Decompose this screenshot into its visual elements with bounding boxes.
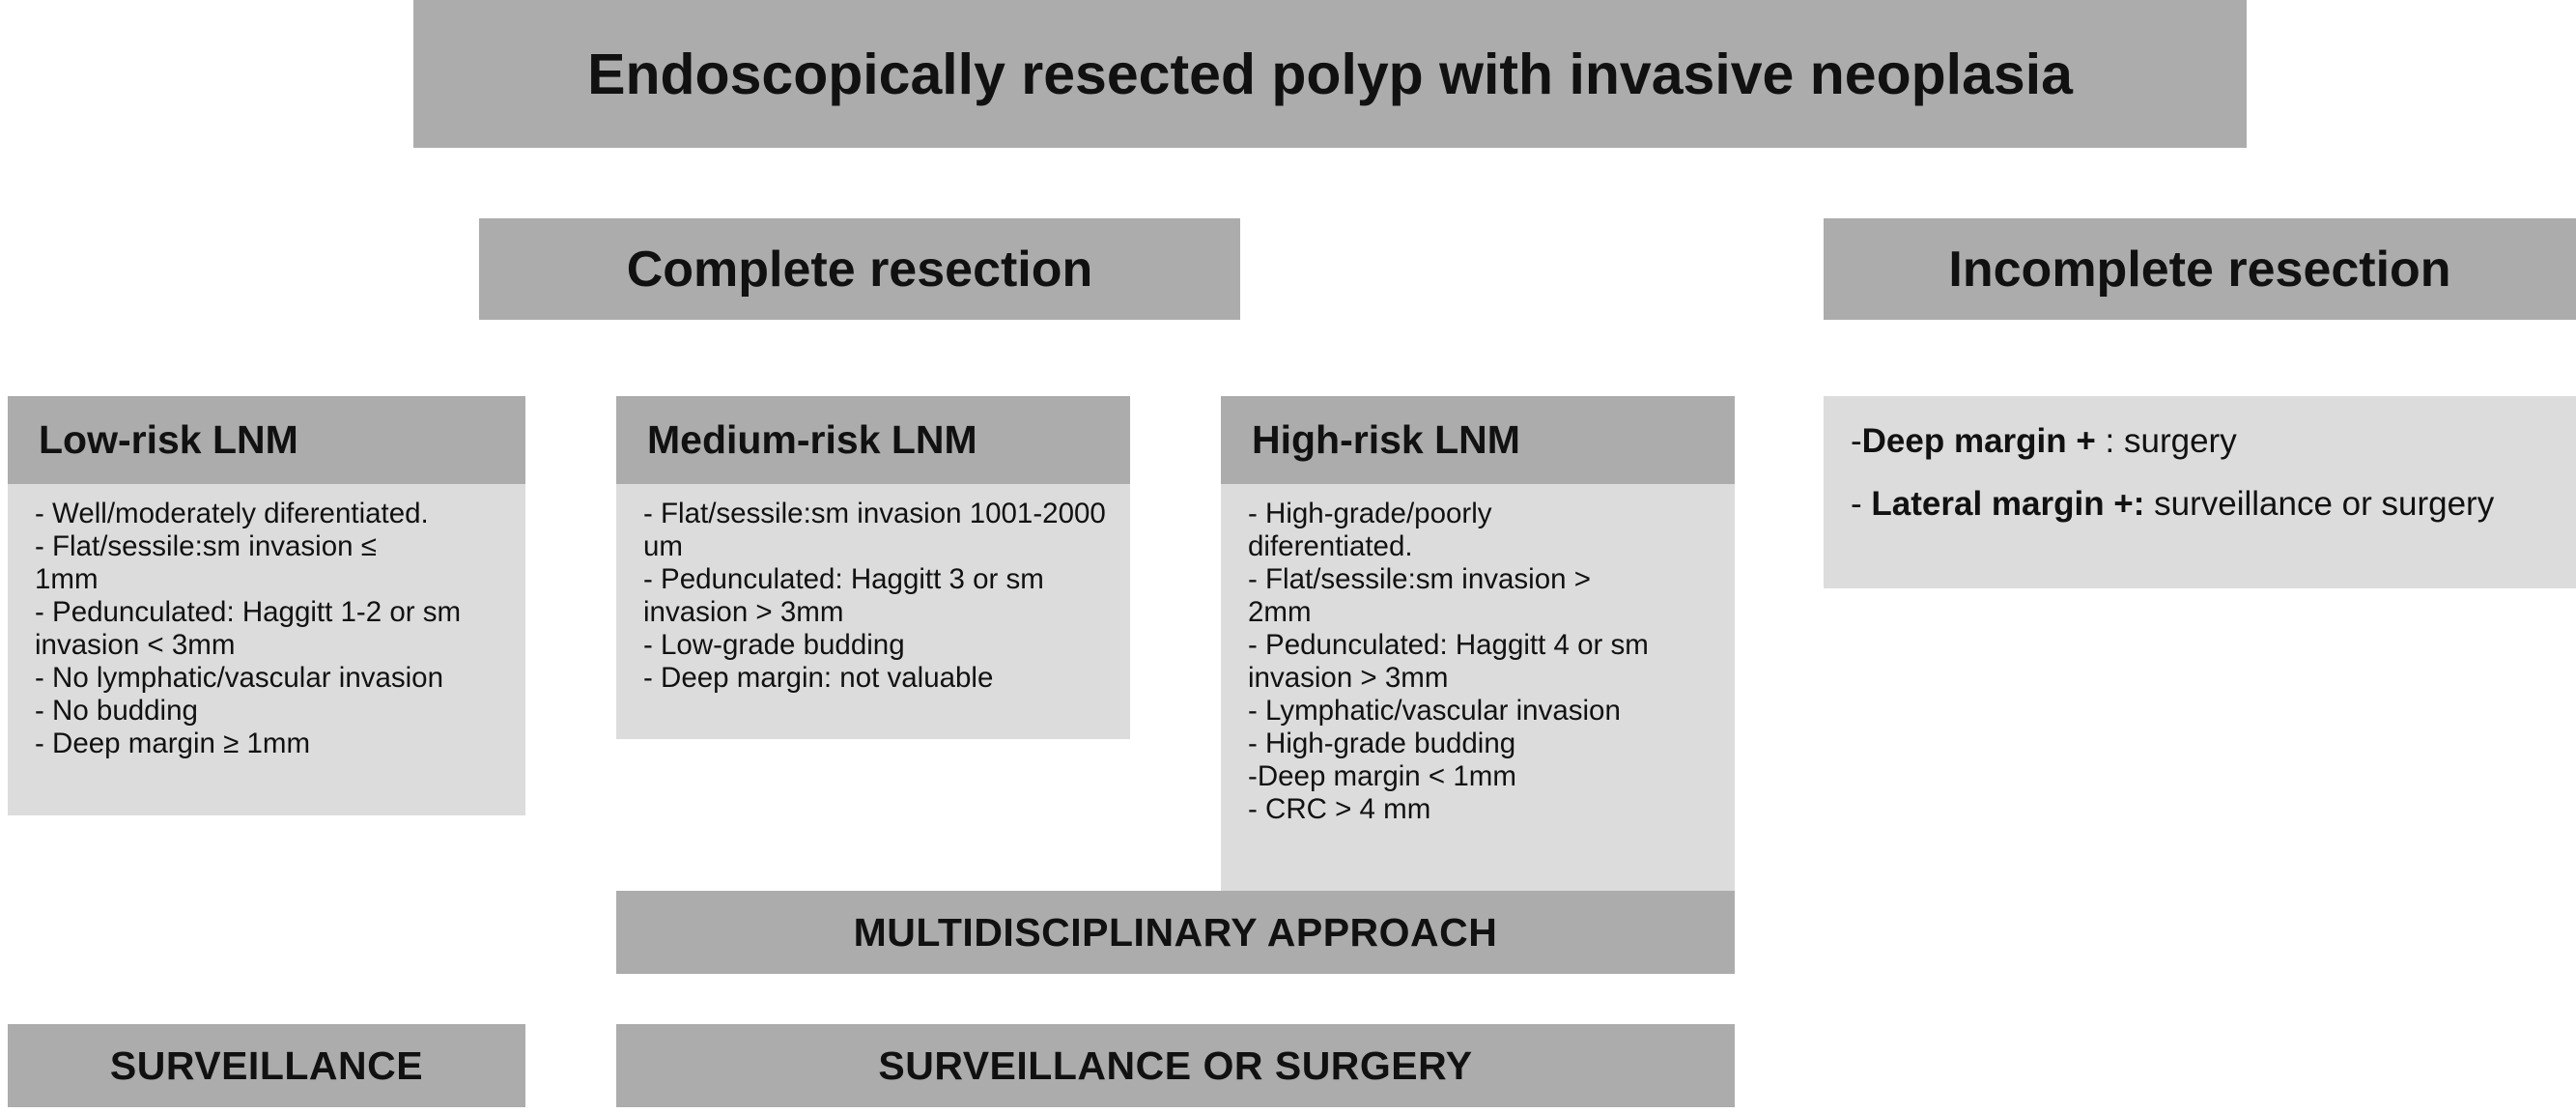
list-item: - Pedunculated: Haggitt 1-2 or sm invasion < 3mm: [35, 596, 462, 661]
complete-resection-label: Complete resection: [626, 241, 1093, 298]
main-title-box: [413, 0, 2247, 148]
list-item: - CRC > 4 mm: [1248, 793, 1431, 825]
list-item: - No budding: [35, 695, 198, 727]
medium-risk-header-label: Medium-risk LNM: [647, 417, 977, 462]
list-item: - Deep margin: not valuable: [643, 662, 994, 694]
list-item: - No lymphatic/vascular invasion: [35, 662, 443, 694]
surveillance-box: [8, 1024, 525, 1107]
incomplete-resection-box: [1824, 218, 2576, 320]
low-risk-header: [8, 396, 525, 484]
high-risk-criteria: [1221, 484, 1735, 891]
low-risk-criteria: [8, 484, 525, 815]
surveillance-or-surgery-label: SURVEILLANCE OR SURGERY: [878, 1042, 1473, 1088]
surveillance-label: SURVEILLANCE: [109, 1042, 424, 1088]
deep-margin-line: -Deep margin + : surgery: [1851, 422, 2237, 460]
surveillance-or-surgery-box: [616, 1024, 1735, 1107]
list-item: - Deep margin ≥ 1mm: [35, 728, 311, 759]
list-item: - High-grade budding: [1248, 728, 1516, 759]
complete-resection-box: [479, 218, 1240, 320]
incomplete-resection-detail: [1824, 396, 2576, 588]
main-title: Endoscopically resected polyp with invasive neoplasia: [587, 42, 2073, 106]
incomplete-resection-label: Incomplete resection: [1948, 241, 2451, 298]
medium-risk-header: [616, 396, 1130, 484]
list-item: - High-grade/poorly diferentiated.: [1248, 498, 1492, 562]
multidisciplinary-approach-label: MULTIDISCIPLINARY APPROACH: [853, 909, 1498, 955]
list-item: - Low-grade budding: [643, 629, 905, 661]
list-item: - Lymphatic/vascular invasion: [1248, 695, 1621, 727]
list-item: - Flat/sessile:sm invasion 1001-2000 um: [643, 498, 1106, 562]
list-item: - Flat/sessile:sm invasion > 2mm: [1248, 563, 1591, 628]
lateral-margin-line: - Lateral margin +: surveillance or surgery: [1851, 485, 2495, 523]
list-item: - Well/moderately diferentiated.: [35, 498, 429, 529]
high-risk-header-label: High-risk LNM: [1252, 417, 1520, 462]
multidisciplinary-approach-box: [616, 891, 1735, 974]
low-risk-header-label: Low-risk LNM: [39, 417, 298, 462]
list-item: -Deep margin < 1mm: [1248, 760, 1516, 792]
high-risk-header: [1221, 396, 1735, 484]
list-item: - Flat/sessile:sm invasion ≤ 1mm: [35, 530, 377, 595]
medium-risk-criteria: [616, 484, 1130, 739]
list-item: - Pedunculated: Haggitt 3 or sm invasion > 3mm: [643, 563, 1044, 628]
list-item: - Pedunculated: Haggitt 4 or sm invasion > 3mm: [1248, 629, 1649, 694]
